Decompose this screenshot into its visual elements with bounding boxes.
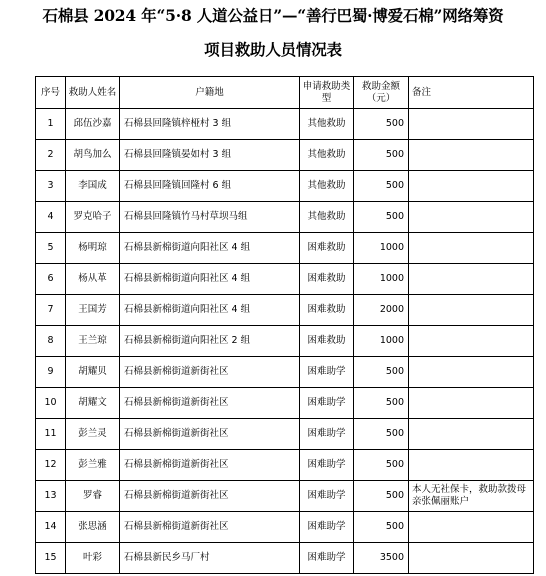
cell-no: 8 — [36, 326, 66, 357]
cell-no: 4 — [36, 202, 66, 233]
cell-addr: 石棉县回隆镇竹马村草坝马组 — [120, 202, 300, 233]
cell-type: 困难助学 — [300, 481, 354, 512]
cell-type: 困难助学 — [300, 512, 354, 543]
cell-no: 11 — [36, 419, 66, 450]
table-row — [36, 109, 534, 140]
cell-addr: 石棉县回隆镇梓桠村 3 组 — [120, 109, 300, 140]
cell-addr: 石棉县新棉街道向阳社区 4 组 — [120, 233, 300, 264]
cell-note — [409, 388, 534, 419]
table-row — [36, 295, 534, 326]
table-row — [36, 140, 534, 171]
table-row — [36, 171, 534, 202]
cell-addr: 石棉县新民乡马厂村 — [120, 543, 300, 574]
cell-type: 困难助学 — [300, 388, 354, 419]
cell-note: 本人无社保卡，救助款拨母亲张佩丽账户 — [409, 481, 534, 512]
cell-no: 9 — [36, 357, 66, 388]
cell-addr: 石棉县新棉街道向阳社区 4 组 — [120, 295, 300, 326]
cell-addr: 石棉县回隆镇回隆村 6 组 — [120, 171, 300, 202]
table-row — [36, 450, 534, 481]
cell-type: 困难救助 — [300, 233, 354, 264]
header-note: 备注 — [409, 77, 534, 109]
table-header-row — [36, 77, 534, 109]
table-row — [36, 388, 534, 419]
cell-note — [409, 357, 534, 388]
cell-type: 困难救助 — [300, 295, 354, 326]
table-row — [36, 481, 534, 512]
cell-type: 其他救助 — [300, 171, 354, 202]
table-row — [36, 326, 534, 357]
cell-type: 困难助学 — [300, 357, 354, 388]
cell-no: 2 — [36, 140, 66, 171]
header-type: 申请救助类型 — [300, 77, 354, 109]
table-row — [36, 543, 534, 574]
cell-addr: 石棉县新棉街道向阳社区 4 组 — [120, 264, 300, 295]
cell-addr: 石棉县新棉街道新街社区 — [120, 357, 300, 388]
cell-no: 3 — [36, 171, 66, 202]
cell-note — [409, 264, 534, 295]
cell-addr: 石棉县新棉街道新街社区 — [120, 450, 300, 481]
cell-amount: 1000 — [354, 233, 409, 264]
cell-amount: 1000 — [354, 264, 409, 295]
cell-type: 其他救助 — [300, 202, 354, 233]
header-name: 救助人姓名 — [66, 77, 120, 109]
cell-note — [409, 512, 534, 543]
header-addr: 户籍地 — [120, 77, 300, 109]
cell-name: 李国成 — [66, 171, 120, 202]
cell-note — [409, 326, 534, 357]
cell-amount: 2000 — [354, 295, 409, 326]
header-amount: 救助金额（元） — [354, 77, 409, 109]
cell-name: 胡耀文 — [66, 388, 120, 419]
cell-name: 王国芳 — [66, 295, 120, 326]
cell-name: 胡耀贝 — [66, 357, 120, 388]
cell-note — [409, 295, 534, 326]
table-row — [36, 264, 534, 295]
cell-addr: 石棉县新棉街道向阳社区 2 组 — [120, 326, 300, 357]
cell-name: 叶彩 — [66, 543, 120, 574]
document-title-line2: 项目救助人员情况表 — [204, 40, 342, 59]
cell-no: 10 — [36, 388, 66, 419]
table-row — [36, 233, 534, 264]
cell-amount: 500 — [354, 171, 409, 202]
cell-addr: 石棉县新棉街道新街社区 — [120, 419, 300, 450]
cell-amount: 500 — [354, 140, 409, 171]
cell-name: 杨从革 — [66, 264, 120, 295]
cell-type: 困难助学 — [300, 543, 354, 574]
cell-note — [409, 202, 534, 233]
table-row — [36, 419, 534, 450]
table-row — [36, 202, 534, 233]
cell-no: 14 — [36, 512, 66, 543]
cell-note — [409, 450, 534, 481]
cell-amount: 500 — [354, 481, 409, 512]
cell-addr: 石棉县回隆镇晏如村 3 组 — [120, 140, 300, 171]
cell-name: 胡鸟加么 — [66, 140, 120, 171]
cell-addr: 石棉县新棉街道新街社区 — [120, 388, 300, 419]
cell-note — [409, 543, 534, 574]
cell-amount: 3500 — [354, 543, 409, 574]
cell-amount: 500 — [354, 512, 409, 543]
cell-note — [409, 233, 534, 264]
cell-no: 5 — [36, 233, 66, 264]
cell-name: 邱伍沙嘉 — [66, 109, 120, 140]
cell-amount: 1000 — [354, 326, 409, 357]
cell-note — [409, 419, 534, 450]
cell-addr: 石棉县新棉街道新街社区 — [120, 481, 300, 512]
cell-name: 罗克哈子 — [66, 202, 120, 233]
relief-table — [35, 76, 534, 574]
cell-type: 困难救助 — [300, 326, 354, 357]
cell-no: 7 — [36, 295, 66, 326]
cell-note — [409, 140, 534, 171]
cell-amount: 500 — [354, 357, 409, 388]
cell-amount: 500 — [354, 419, 409, 450]
cell-no: 6 — [36, 264, 66, 295]
cell-name: 彭兰灵 — [66, 419, 120, 450]
cell-type: 困难救助 — [300, 264, 354, 295]
document-title-line1: 石棉县 2024 年“5·8 人道公益日”—“善行巴蜀·博爱石棉”网络筹资 — [42, 6, 504, 25]
cell-amount: 500 — [354, 388, 409, 419]
cell-no: 1 — [36, 109, 66, 140]
cell-amount: 500 — [354, 109, 409, 140]
cell-name: 彭兰雅 — [66, 450, 120, 481]
header-no: 序号 — [36, 77, 66, 109]
cell-note — [409, 171, 534, 202]
cell-amount: 500 — [354, 450, 409, 481]
cell-type: 其他救助 — [300, 109, 354, 140]
cell-type: 其他救助 — [300, 140, 354, 171]
table-row — [36, 357, 534, 388]
cell-name: 张思涵 — [66, 512, 120, 543]
cell-name: 王兰琼 — [66, 326, 120, 357]
cell-amount: 500 — [354, 202, 409, 233]
cell-addr: 石棉县新棉街道新街社区 — [120, 512, 300, 543]
cell-no: 12 — [36, 450, 66, 481]
cell-name: 杨明琼 — [66, 233, 120, 264]
cell-no: 15 — [36, 543, 66, 574]
table-row — [36, 512, 534, 543]
cell-name: 罗睿 — [66, 481, 120, 512]
cell-type: 困难助学 — [300, 419, 354, 450]
cell-note — [409, 109, 534, 140]
cell-no: 13 — [36, 481, 66, 512]
cell-type: 困难助学 — [300, 450, 354, 481]
